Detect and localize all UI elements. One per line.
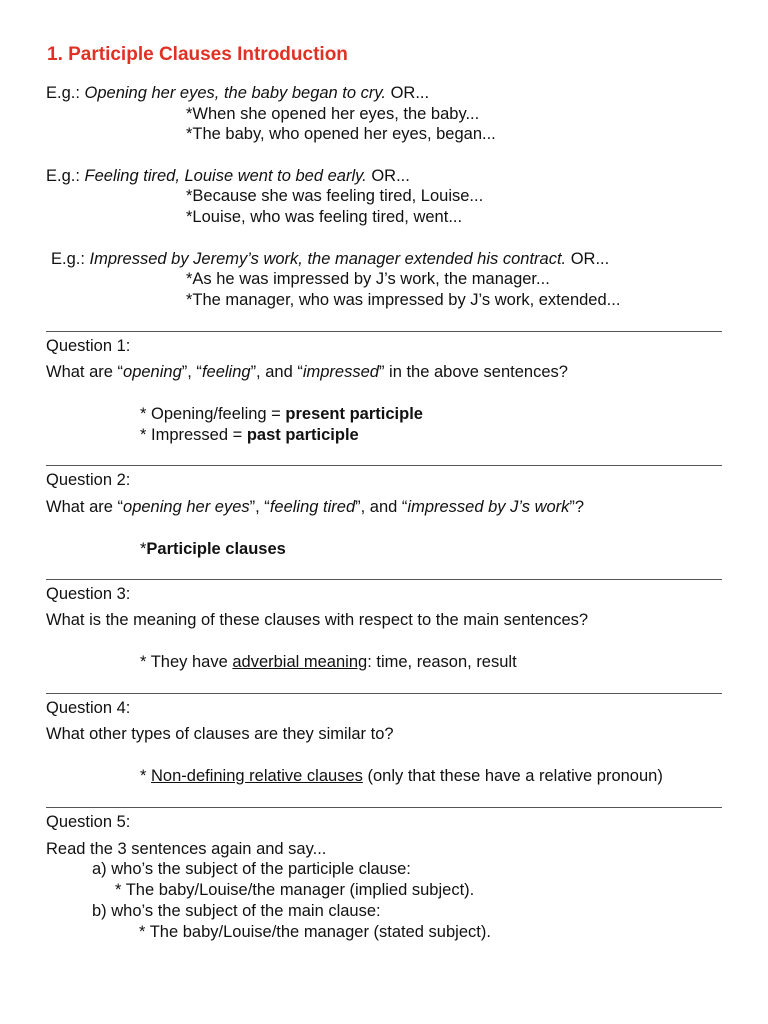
q2-term-2: feeling tired xyxy=(269,498,356,516)
question-3-label: Question 3: xyxy=(46,585,131,603)
example-2-sentence: Feeling tired, Louise went to bed early. xyxy=(84,167,367,185)
q4-answer-text: * xyxy=(140,767,152,785)
q3-answer-underlined: adverbial meaning xyxy=(232,653,368,671)
example-2-prefix: E.g.: xyxy=(46,167,85,185)
q2-text-part: What are “ xyxy=(46,498,124,516)
example-3-alt-1: *As he was impressed by J’s work, the manager... xyxy=(186,270,550,288)
question-4-label: Question 4: xyxy=(46,699,131,717)
q3-answer-text: * They have xyxy=(140,653,233,671)
q1-answer-bold: past participle xyxy=(246,426,359,444)
q1-text-part: ” in the above sentences? xyxy=(378,363,568,381)
divider xyxy=(46,807,722,808)
divider xyxy=(46,579,722,580)
question-1-text xyxy=(46,362,568,382)
example-2-alt-1: *Because she was feeling tired, Louise... xyxy=(186,187,484,205)
q2-term-3: impressed by J’s work xyxy=(407,498,570,516)
question-2-answer xyxy=(140,539,286,559)
q1-term-impressed: impressed xyxy=(302,363,379,381)
q1-text-part: ”, “ xyxy=(181,363,202,381)
question-1-label: Question 1: xyxy=(46,337,131,355)
question-3-answer xyxy=(140,652,517,672)
question-5-part-b-answer: * The baby/Louise/the manager (stated subject). xyxy=(139,923,491,941)
q1-answer-text: * Opening/feeling = xyxy=(140,405,286,423)
q1-term-feeling: feeling xyxy=(201,363,251,381)
q1-answer-text: * Impressed = xyxy=(140,426,247,444)
question-3-text: What is the meaning of these clauses with respect to the main sentences? xyxy=(46,611,589,629)
example-3-line xyxy=(51,249,609,269)
q4-answer-underlined: Non-defining relative clauses xyxy=(151,767,363,785)
example-2-line xyxy=(46,166,410,186)
example-1-alt-1: *When she opened her eyes, the baby... xyxy=(186,105,480,123)
q1-answer-bold: present participle xyxy=(285,405,423,423)
example-3-prefix: E.g.: xyxy=(51,250,90,268)
question-5-part-a-answer: * The baby/Louise/the manager (implied subject). xyxy=(115,881,475,899)
example-2-alt-2: *Louise, who was feeling tired, went... xyxy=(186,208,463,226)
example-3-suffix: OR... xyxy=(566,250,610,268)
example-3-sentence: Impressed by Jeremy’s work, the manager extended his contract. xyxy=(89,250,567,268)
question-4-text: What other types of clauses are they similar to? xyxy=(46,725,394,743)
q1-text-part: What are “ xyxy=(46,363,124,381)
q2-text-part: ”? xyxy=(569,498,585,516)
question-4-answer xyxy=(140,766,663,786)
q1-text-part: ”, and “ xyxy=(250,363,303,381)
example-1-sentence: Opening her eyes, the baby began to cry. xyxy=(84,84,387,102)
q4-answer-text: (only that these have a relative pronoun) xyxy=(362,767,663,785)
question-5-text: Read the 3 sentences again and say... xyxy=(46,840,327,858)
q2-text-part: ”, and “ xyxy=(355,498,408,516)
q2-answer-text: * xyxy=(140,540,147,558)
example-1-prefix: E.g.: xyxy=(46,84,85,102)
q1-term-opening: opening xyxy=(123,363,182,381)
example-1-suffix: OR... xyxy=(386,84,430,102)
divider xyxy=(46,331,722,332)
question-1-answer-2 xyxy=(140,425,359,445)
q2-text-part: ”, “ xyxy=(249,498,270,516)
example-1-alt-2: *The baby, who opened her eyes, began... xyxy=(186,125,496,143)
question-1-answer-1 xyxy=(140,404,423,424)
question-2-label: Question 2: xyxy=(46,471,131,489)
q3-answer-text: : time, reason, result xyxy=(367,653,517,671)
question-5-part-a: a) who’s the subject of the participle clause: xyxy=(92,860,411,878)
question-5-part-b: b) who’s the subject of the main clause: xyxy=(92,902,381,920)
page-title: 1. Participle Clauses Introduction xyxy=(47,44,348,65)
q2-answer-bold: Participle clauses xyxy=(146,540,286,558)
q2-term-1: opening her eyes xyxy=(123,498,250,516)
example-3-alt-2: *The manager, who was impressed by J’s work, extended... xyxy=(186,291,621,309)
question-2-text xyxy=(46,497,584,517)
divider xyxy=(46,693,722,694)
divider xyxy=(46,465,722,466)
example-2-suffix: OR... xyxy=(366,167,410,185)
example-1-line xyxy=(46,83,429,103)
question-5-label: Question 5: xyxy=(46,813,131,831)
